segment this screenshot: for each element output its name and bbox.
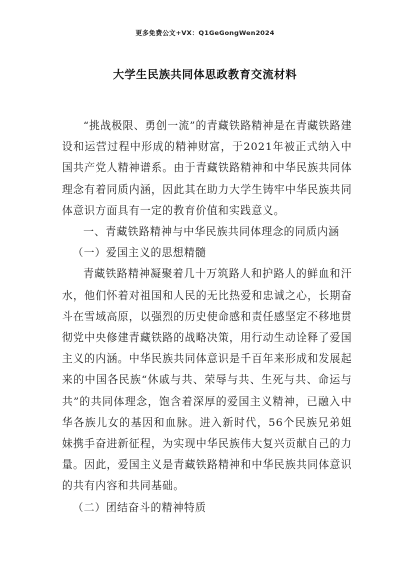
intro-paragraph: “挑战极限、勇创一流”的青藏铁路精神是在青藏铁路建设和运营过程中形成的精神财富，于2021年被正式纳入中国共产党人精神谱系。由于青藏铁路精神和中华民族共同体理念有着同质内涵，因此其在助力大学生铸牢中华民族共同体意识方面具有一定的教育价值和实践意义。 [62,120,352,217]
header-note: 更多免费公文+VX：Q1GeGongWen2024 [135,29,275,37]
section-1-heading: 一、青藏铁路精神与中华民族共同体理念的同质内涵 [83,226,340,239]
subsection-1-heading: （一）爱国主义的思想精髓 [72,247,207,260]
subsection-1-paragraph: 青藏铁路精神凝聚着几十万筑路人和护路人的鲜血和汗水，他们怀着对祖国和人民的无比热爱和忠诚之心，长期奋斗在雪域高原，以强烈的历史使命感和责任感坚定不移地贯彻党中央修建青藏铁路的战略决策，用行动生动诠释了爱国主义的内涵。中华民族共同体意识是千百年来形成和发展起来的中国各民族“休戚与共、荣辱与共、生死与共、命运与共”的共同体理念，饱含着深厚的爱国主义精神，已融入中华各族儿女的基因和血脉。进入新时代，56个民族兄弟姐妹携手奋进新征程，为实现中华民族伟大复兴贡献自己的力量。因此，爱国主义是青藏铁路精神和中华民族共同体意识的共有内容和共同基础。 [62,268,352,493]
subsection-2-heading: （二）团结奋斗的精神特质 [72,501,207,514]
document-title: 大学生民族共同体思政教育交流材料 [113,68,297,81]
document-body [62,116,352,519]
